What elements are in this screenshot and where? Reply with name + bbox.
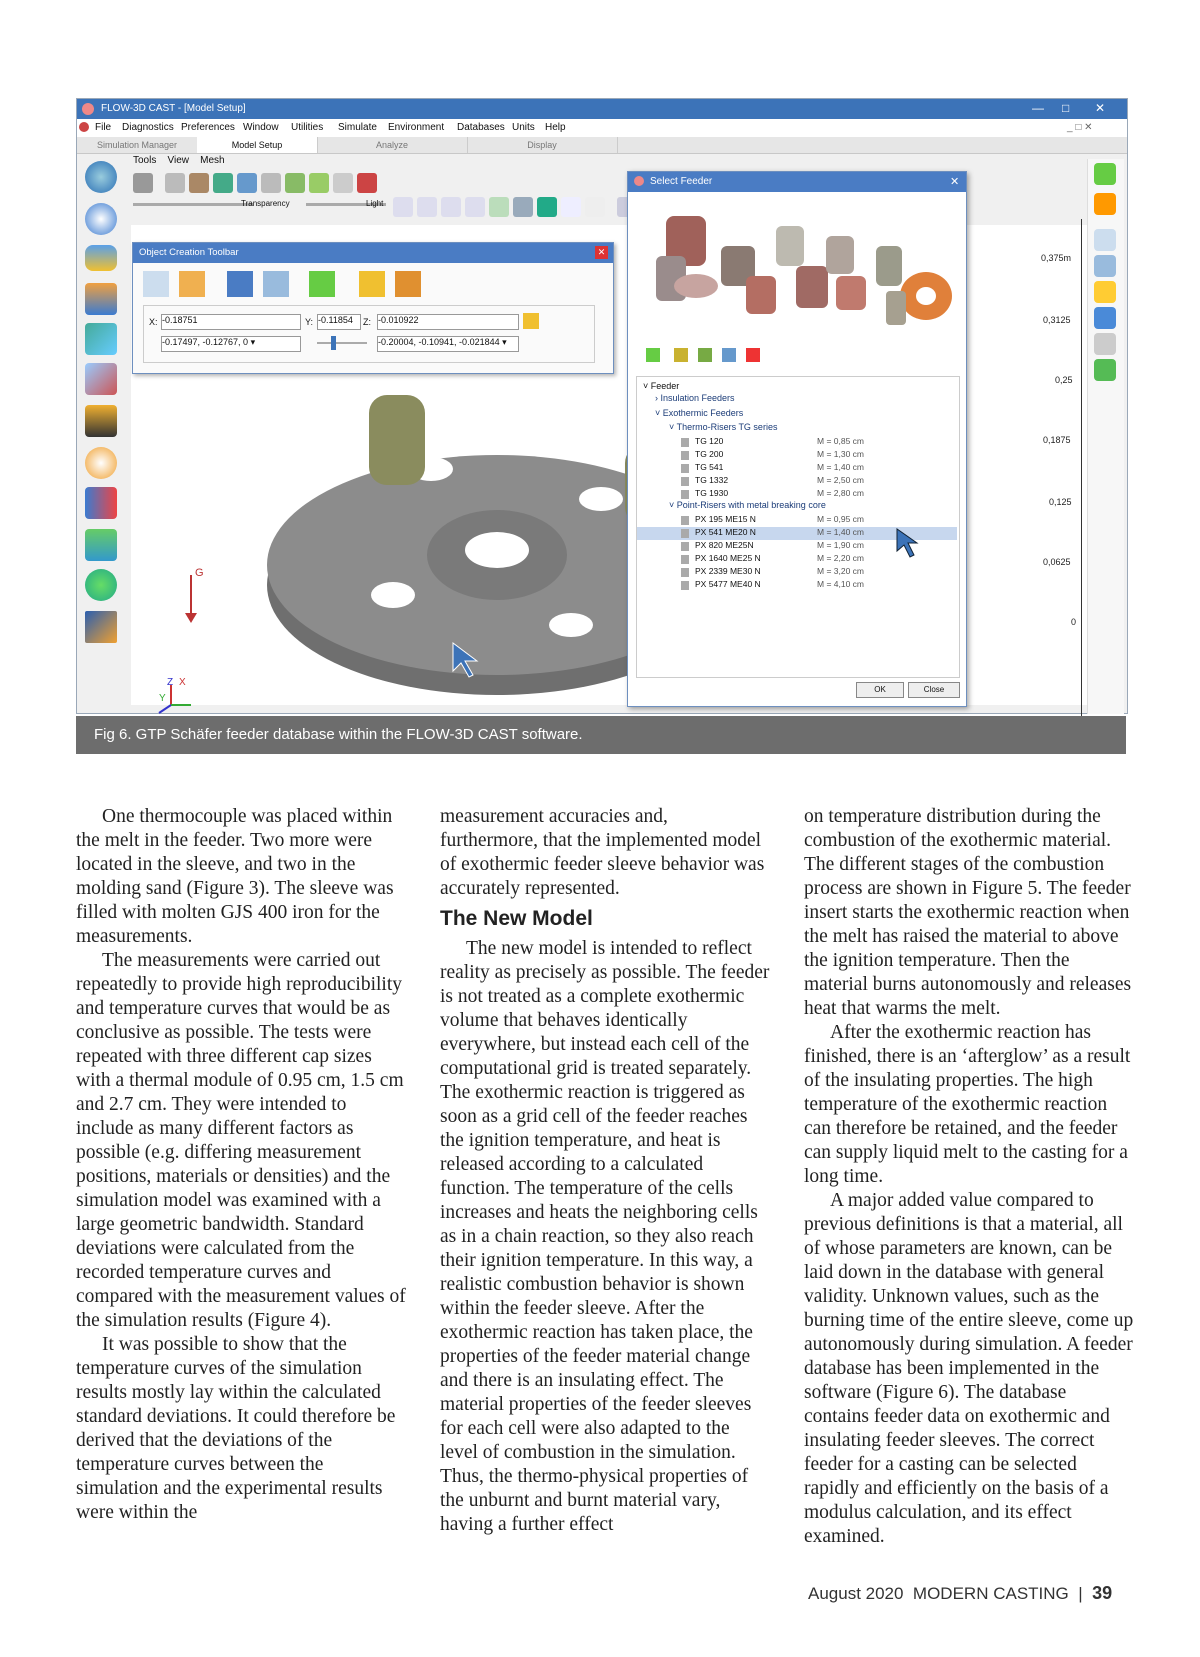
feeder-list-item[interactable]: [637, 579, 957, 592]
paragraph: It was possible to show that the temperature curves of the simulation results mostly lay within the calculated standard deviations. It could therefore be derived that the deviations of the temperature curves between the simulation and the experimental results were within the: [76, 1334, 396, 1523]
app-icon: [82, 103, 94, 115]
folder-icon[interactable]: [189, 173, 209, 193]
sub-menu: [133, 155, 225, 169]
ruler-right-tick: 0,25: [1055, 375, 1073, 385]
feeder-item-name: PX 820 ME25N: [695, 540, 754, 550]
oct-close-icon[interactable]: ✕: [595, 246, 608, 259]
add-feeder-icon[interactable]: [646, 348, 660, 362]
point-slider[interactable]: [317, 342, 367, 344]
feeder-item-name: TG 541: [695, 462, 724, 472]
sf-close-icon[interactable]: ✕: [950, 176, 960, 188]
edit-feeder-icon[interactable]: [674, 348, 688, 362]
printer-icon[interactable]: [513, 197, 533, 217]
feeder-item-modulus: M = 0,95 cm: [817, 514, 865, 524]
probe-icon[interactable]: [1094, 281, 1116, 303]
tree-series1[interactable]: ˅ Thermo-Risers TG series: [669, 422, 778, 432]
feeder-item-icon: [681, 438, 689, 447]
grid-icon[interactable]: [285, 173, 305, 193]
menu-file[interactable]: File: [95, 122, 112, 133]
x-value: -0.18751: [162, 315, 198, 325]
feeder-item-icon: [681, 490, 689, 499]
eraser-icon[interactable]: [357, 173, 377, 193]
axis-y-label: Y: [159, 693, 166, 704]
x-input[interactable]: [161, 314, 301, 330]
select-feeder-dialog: [627, 171, 967, 707]
transparency-label: Transparency: [241, 199, 290, 208]
paragraph: The new model is intended to reflect reality as precisely as possible. The feeder is not treated as a complete exothermic volume that behaves identically everywhere, but instead each cell of the computational grid is treated separately. The exothermic reaction is triggered as soon as a grid cell of the feeder reaches the ignition temperature, and heat is released according to a calculated function. The temperature of the cells increases and heats the neighboring cells as in a chain reaction, so they also reach their ignition temperature. In this way, a realistic combustion behavior is shown within the feeder sleeve. After the exothermic reaction has taken place, the properties of the feeder material change and there is an insulating effect. The material properties of the feeder sleeves for each cell were also adapted to the level of combustion in the simulation. Thus, the thermo-physical properties of the unburnt and burnt material vary, having a further effect: [440, 938, 770, 1535]
ruler-right: [1041, 219, 1087, 719]
chart-icon[interactable]: [1094, 229, 1116, 251]
submenu-tools[interactable]: Tools: [133, 155, 157, 166]
menu-bar: [77, 119, 1127, 137]
menu-window[interactable]: Window: [243, 122, 279, 133]
close-button[interactable]: Close: [908, 682, 960, 698]
cursor-icon: [895, 527, 927, 559]
graph-icon[interactable]: [143, 271, 169, 297]
view-z-icon[interactable]: [441, 197, 461, 217]
feeder-item-modulus: M = 2,50 cm: [817, 475, 865, 485]
shape-icon[interactable]: [133, 173, 153, 193]
menu-preferences[interactable]: Preferences: [181, 122, 235, 133]
feeder-item-modulus: M = 2,20 cm: [817, 553, 865, 563]
sf-title: Select Feeder: [650, 176, 713, 187]
rotate-cube-icon[interactable]: [263, 271, 289, 297]
submenu-mesh[interactable]: Mesh: [200, 155, 225, 166]
ruler-right-tick: 0,3125: [1043, 315, 1071, 325]
feeder-item-name: PX 541 ME20 N: [695, 527, 756, 537]
toggle-icon[interactable]: [85, 245, 117, 271]
tree-insulation[interactable]: › Insulation Feeders: [655, 393, 735, 403]
footer-magazine: MODERN CASTING: [912, 1584, 1069, 1603]
feeder-item-name: TG 1930: [695, 488, 729, 498]
feeder-item-name: PX 195 ME15 N: [695, 514, 756, 524]
ruler-right-line: [1081, 219, 1082, 719]
bc-icon[interactable]: [561, 197, 581, 217]
menu-help[interactable]: Help: [545, 122, 566, 133]
feeder-item-name: PX 2339 ME30 N: [695, 566, 761, 576]
tree-exothermic[interactable]: ˅ Exothermic Feeders: [655, 408, 744, 418]
menu-app-icon: [79, 122, 89, 132]
feeder-item-name: TG 1332: [695, 475, 729, 485]
oct-header: [133, 243, 613, 263]
ruler-right-tick: 0: [1071, 617, 1077, 627]
ruler-right-tick: 0,1875: [1043, 435, 1071, 445]
column-1: [76, 805, 406, 1525]
feeder-item-modulus: M = 2,80 cm: [817, 488, 865, 498]
tree-series2-label: Point-Risers with metal breaking core: [676, 500, 826, 510]
point1-select[interactable]: -0.17497, -0.12767, 0 ▾: [161, 336, 301, 352]
feeder-list-item[interactable]: [637, 475, 957, 488]
submenu-view[interactable]: View: [167, 155, 189, 166]
mdi-controls[interactable]: _ □ ✕: [1067, 122, 1093, 133]
maximize-icon[interactable]: □: [1062, 101, 1070, 115]
feeder-item-modulus: M = 3,20 cm: [817, 566, 865, 576]
light-label: Light: [366, 199, 384, 208]
menu-simulate[interactable]: Simulate: [338, 122, 377, 133]
tree-series2[interactable]: ˅ Point-Risers with metal breaking core: [669, 500, 826, 510]
e-icon[interactable]: [585, 197, 605, 217]
menu-diagnostics[interactable]: Diagnostics: [122, 122, 174, 133]
view-y-icon[interactable]: [417, 197, 437, 217]
paragraph: on temperature distribution during the combustion of the exothermic material. The different stages of the combustion process are shown in Figure 5. The feeder insert starts the exothermic reaction when the melt has raised the material to above the ignition temperature. Then the material burns autonomously and releases heat that warms the melt.: [804, 806, 1132, 1019]
page-number: 39: [1092, 1583, 1113, 1603]
paragraph: After the exothermic reaction has finished, there is an ‘afterglow’ as a result of the insulating properties. The high temperature of the exothermic reaction can therefore be retained, and the feeder can supply liquid melt to the casting for a long time.: [804, 1022, 1131, 1187]
tab-display[interactable]: Display: [467, 137, 618, 153]
feeder-item-modulus: M = 1,40 cm: [817, 462, 865, 472]
delete-feeder-icon[interactable]: [746, 348, 760, 362]
z-value: -0.010922: [378, 315, 419, 325]
y-label: Y:: [305, 317, 314, 327]
move-arrows-icon[interactable]: [179, 271, 205, 297]
ladle-icon[interactable]: [85, 405, 117, 437]
copy-feeder-icon[interactable]: [722, 348, 736, 362]
footer-date: August 2020: [808, 1584, 904, 1603]
tree-insulation-label: Insulation Feeders: [660, 393, 735, 403]
close-icon[interactable]: ✕: [1095, 101, 1106, 115]
figure-caption: [76, 716, 1126, 754]
minimize-icon[interactable]: —: [1032, 101, 1044, 115]
tree-exothermic-label: Exothermic Feeders: [662, 408, 744, 418]
column-2: [440, 805, 770, 1537]
feeder-list-item[interactable]: [637, 449, 957, 462]
feeder-products-image: [636, 196, 956, 334]
eye-icon[interactable]: [333, 173, 353, 193]
feeder-item-icon: [681, 529, 689, 538]
feeder-list-item[interactable]: [637, 566, 957, 579]
layers-icon[interactable]: [309, 173, 329, 193]
caption-text: Fig 6. GTP Schäfer feeder database within the FLOW-3D CAST software.: [94, 726, 583, 743]
rotate-icon[interactable]: [1094, 255, 1116, 277]
feeder-item-modulus: M = 1,40 cm: [817, 527, 865, 537]
feeder-tree: [636, 376, 960, 678]
points-icon[interactable]: [1094, 333, 1116, 355]
move-icon[interactable]: [1094, 193, 1116, 215]
software-screenshot: [76, 98, 1128, 714]
hand-icon[interactable]: [261, 173, 281, 193]
feeder-item-icon: [681, 542, 689, 551]
object-creation-toolbar: [132, 242, 614, 374]
x-label: X:: [149, 317, 158, 327]
blocks-icon[interactable]: [85, 283, 117, 315]
feeder-select-icon[interactable]: [395, 271, 421, 297]
sf-header: [628, 172, 966, 192]
arrows-icon[interactable]: [85, 487, 117, 519]
axis-z-label: Z: [167, 677, 174, 688]
ruler-right-tick: 0,125: [1049, 497, 1072, 507]
snap-icon[interactable]: [523, 313, 539, 329]
tab-simulation-manager[interactable]: Simulation Manager: [77, 137, 198, 153]
feeder-item-modulus: M = 1,30 cm: [817, 449, 865, 459]
point2-select[interactable]: -0.20004, -0.10941, -0.021844 ▾: [377, 336, 519, 352]
flow3d-logo-icon: [85, 611, 117, 643]
menu-databases[interactable]: Databases: [457, 122, 505, 133]
window-title: FLOW-3D CAST - [Model Setup]: [101, 103, 246, 114]
column-3: [804, 805, 1134, 1549]
paragraph: One thermocouple was placed within the melt in the feeder. Two more were located in the sleeve, and two in the molding sand (Figure 3). The sleeve was filled with molten GJS 400 iron for the measurements.: [76, 806, 394, 947]
feeder-item-icon: [681, 568, 689, 577]
feeder-list-item[interactable]: [637, 514, 957, 527]
bucket-icon[interactable]: [165, 173, 185, 193]
left-toolbar: [77, 159, 125, 714]
pipe-icon[interactable]: [237, 173, 257, 193]
gravity-label: G: [195, 567, 204, 579]
feeder-item-icon: [681, 464, 689, 473]
feeder-item-icon: [681, 516, 689, 525]
transparency-slider[interactable]: [133, 203, 253, 206]
z-input[interactable]: [377, 314, 519, 330]
add-shape-icon[interactable]: [309, 271, 335, 297]
axes-icon[interactable]: [465, 197, 485, 217]
view-x-icon[interactable]: [393, 197, 413, 217]
paragraph: A major added value compared to previous definitions is that a material, all of whose parameters are known, can be laid down in the database with general validity. Unknown values, such as the burning time of the entire sleeve, come up autonomously during simulation. A feeder database has been implemented in the software (Figure 6). The database contains feeder data on exothermic and insulating feeder sleeves. The correct feeder for a casting can be selected rapidly and efficiently on the basis of a modulus calculation, and its effect examined.: [804, 1190, 1134, 1547]
feeder-item-modulus: M = 1,90 cm: [817, 540, 865, 550]
tab-model-setup[interactable]: Model Setup: [197, 137, 318, 153]
gauge-icon[interactable]: [85, 447, 117, 479]
tab-bar: [77, 137, 1127, 154]
tab-analyze[interactable]: Analyze: [317, 137, 468, 153]
section-heading: The New Model: [440, 907, 593, 930]
globe-small-icon[interactable]: [1094, 359, 1116, 381]
paragraph: The measurements were carried out repeatedly to provide high reproducibility and temperature curves that would be as conclusive as possible. The tests were repeated with three different cap sizes with a thermal module of 0.95 cm, 1.5 cm and 2.7 cm. They were intended to include as many different factors as possible (e.g. differing measurement positions, materials or densities) and the simulation model was examined with a large geometric bandwidth. Standard deviations were calculated from the recorded temperature curves and compared with the measurement values of the simulation results (Figure 4).: [76, 950, 406, 1331]
right-toolbar: [1087, 159, 1124, 714]
stopwatch-icon[interactable]: [85, 203, 117, 235]
graph-nodes-icon[interactable]: [85, 529, 117, 561]
tree-root-label: Feeder: [650, 381, 680, 391]
domain-box-icon[interactable]: [85, 363, 117, 395]
feeder-list-item[interactable]: [637, 462, 957, 475]
tree-series1-label: Thermo-Risers TG series: [676, 422, 778, 432]
feeder-item-name: PX 1640 ME25 N: [695, 553, 761, 563]
point2-value: -0.20004, -0.10941, -0.021844: [378, 337, 500, 347]
menu-environment[interactable]: Environment: [388, 122, 445, 133]
paragraph: measurement accuracies and, furthermore, that the implemented model of exothermic feeder sleeve behavior was accurately represented.: [440, 806, 765, 899]
cube-icon[interactable]: [227, 271, 253, 297]
y-input[interactable]: [317, 314, 361, 330]
feeder-item-name: TG 200: [695, 449, 724, 459]
z-label: Z:: [363, 317, 371, 327]
feeder-item-icon: [681, 477, 689, 486]
window-titlebar: [77, 99, 1127, 119]
tree-root[interactable]: ˅ Feeder: [643, 381, 680, 391]
minus-icon[interactable]: [537, 197, 557, 217]
frame-icon[interactable]: [213, 173, 233, 193]
play-icon[interactable]: [85, 569, 117, 601]
feeder-list-item[interactable]: [637, 436, 957, 449]
globe-icon[interactable]: [85, 161, 117, 193]
ruler-right-tick: 0,0625: [1043, 557, 1071, 567]
menu-units[interactable]: Units: [512, 122, 535, 133]
mesh-cube-icon[interactable]: [85, 323, 117, 355]
feeder-item-name: PX 5477 ME40 N: [695, 579, 761, 589]
feeder-item-modulus: M = 4,10 cm: [817, 579, 865, 589]
ok-button[interactable]: OK: [856, 682, 904, 698]
page-footer: August 2020 MODERN CASTING | 39: [808, 1583, 1113, 1603]
feeder-item-icon: [681, 555, 689, 564]
sum-icon[interactable]: [1094, 307, 1116, 329]
box-icon[interactable]: [489, 197, 509, 217]
feeder-icon[interactable]: [359, 271, 385, 297]
add-icon[interactable]: [1094, 163, 1116, 185]
y-value: -0.11854: [318, 315, 353, 325]
feeder-item-icon: [681, 451, 689, 460]
point-slider-thumb[interactable]: [331, 336, 336, 350]
feeder-item-icon: [681, 581, 689, 590]
feeder-item-modulus: M = 0,85 cm: [817, 436, 865, 446]
menu-utilities[interactable]: Utilities: [291, 122, 324, 133]
feeder-item-name: TG 120: [695, 436, 724, 446]
point1-value: -0.17497, -0.12767, 0: [162, 337, 249, 347]
oct-title: Object Creation Toolbar: [139, 247, 239, 258]
sf-app-icon: [634, 176, 644, 186]
ruler-right-tick: 0,375m: [1041, 253, 1072, 263]
axis-x-label: X: [179, 677, 186, 688]
feeder-tool-icon[interactable]: [698, 348, 712, 362]
